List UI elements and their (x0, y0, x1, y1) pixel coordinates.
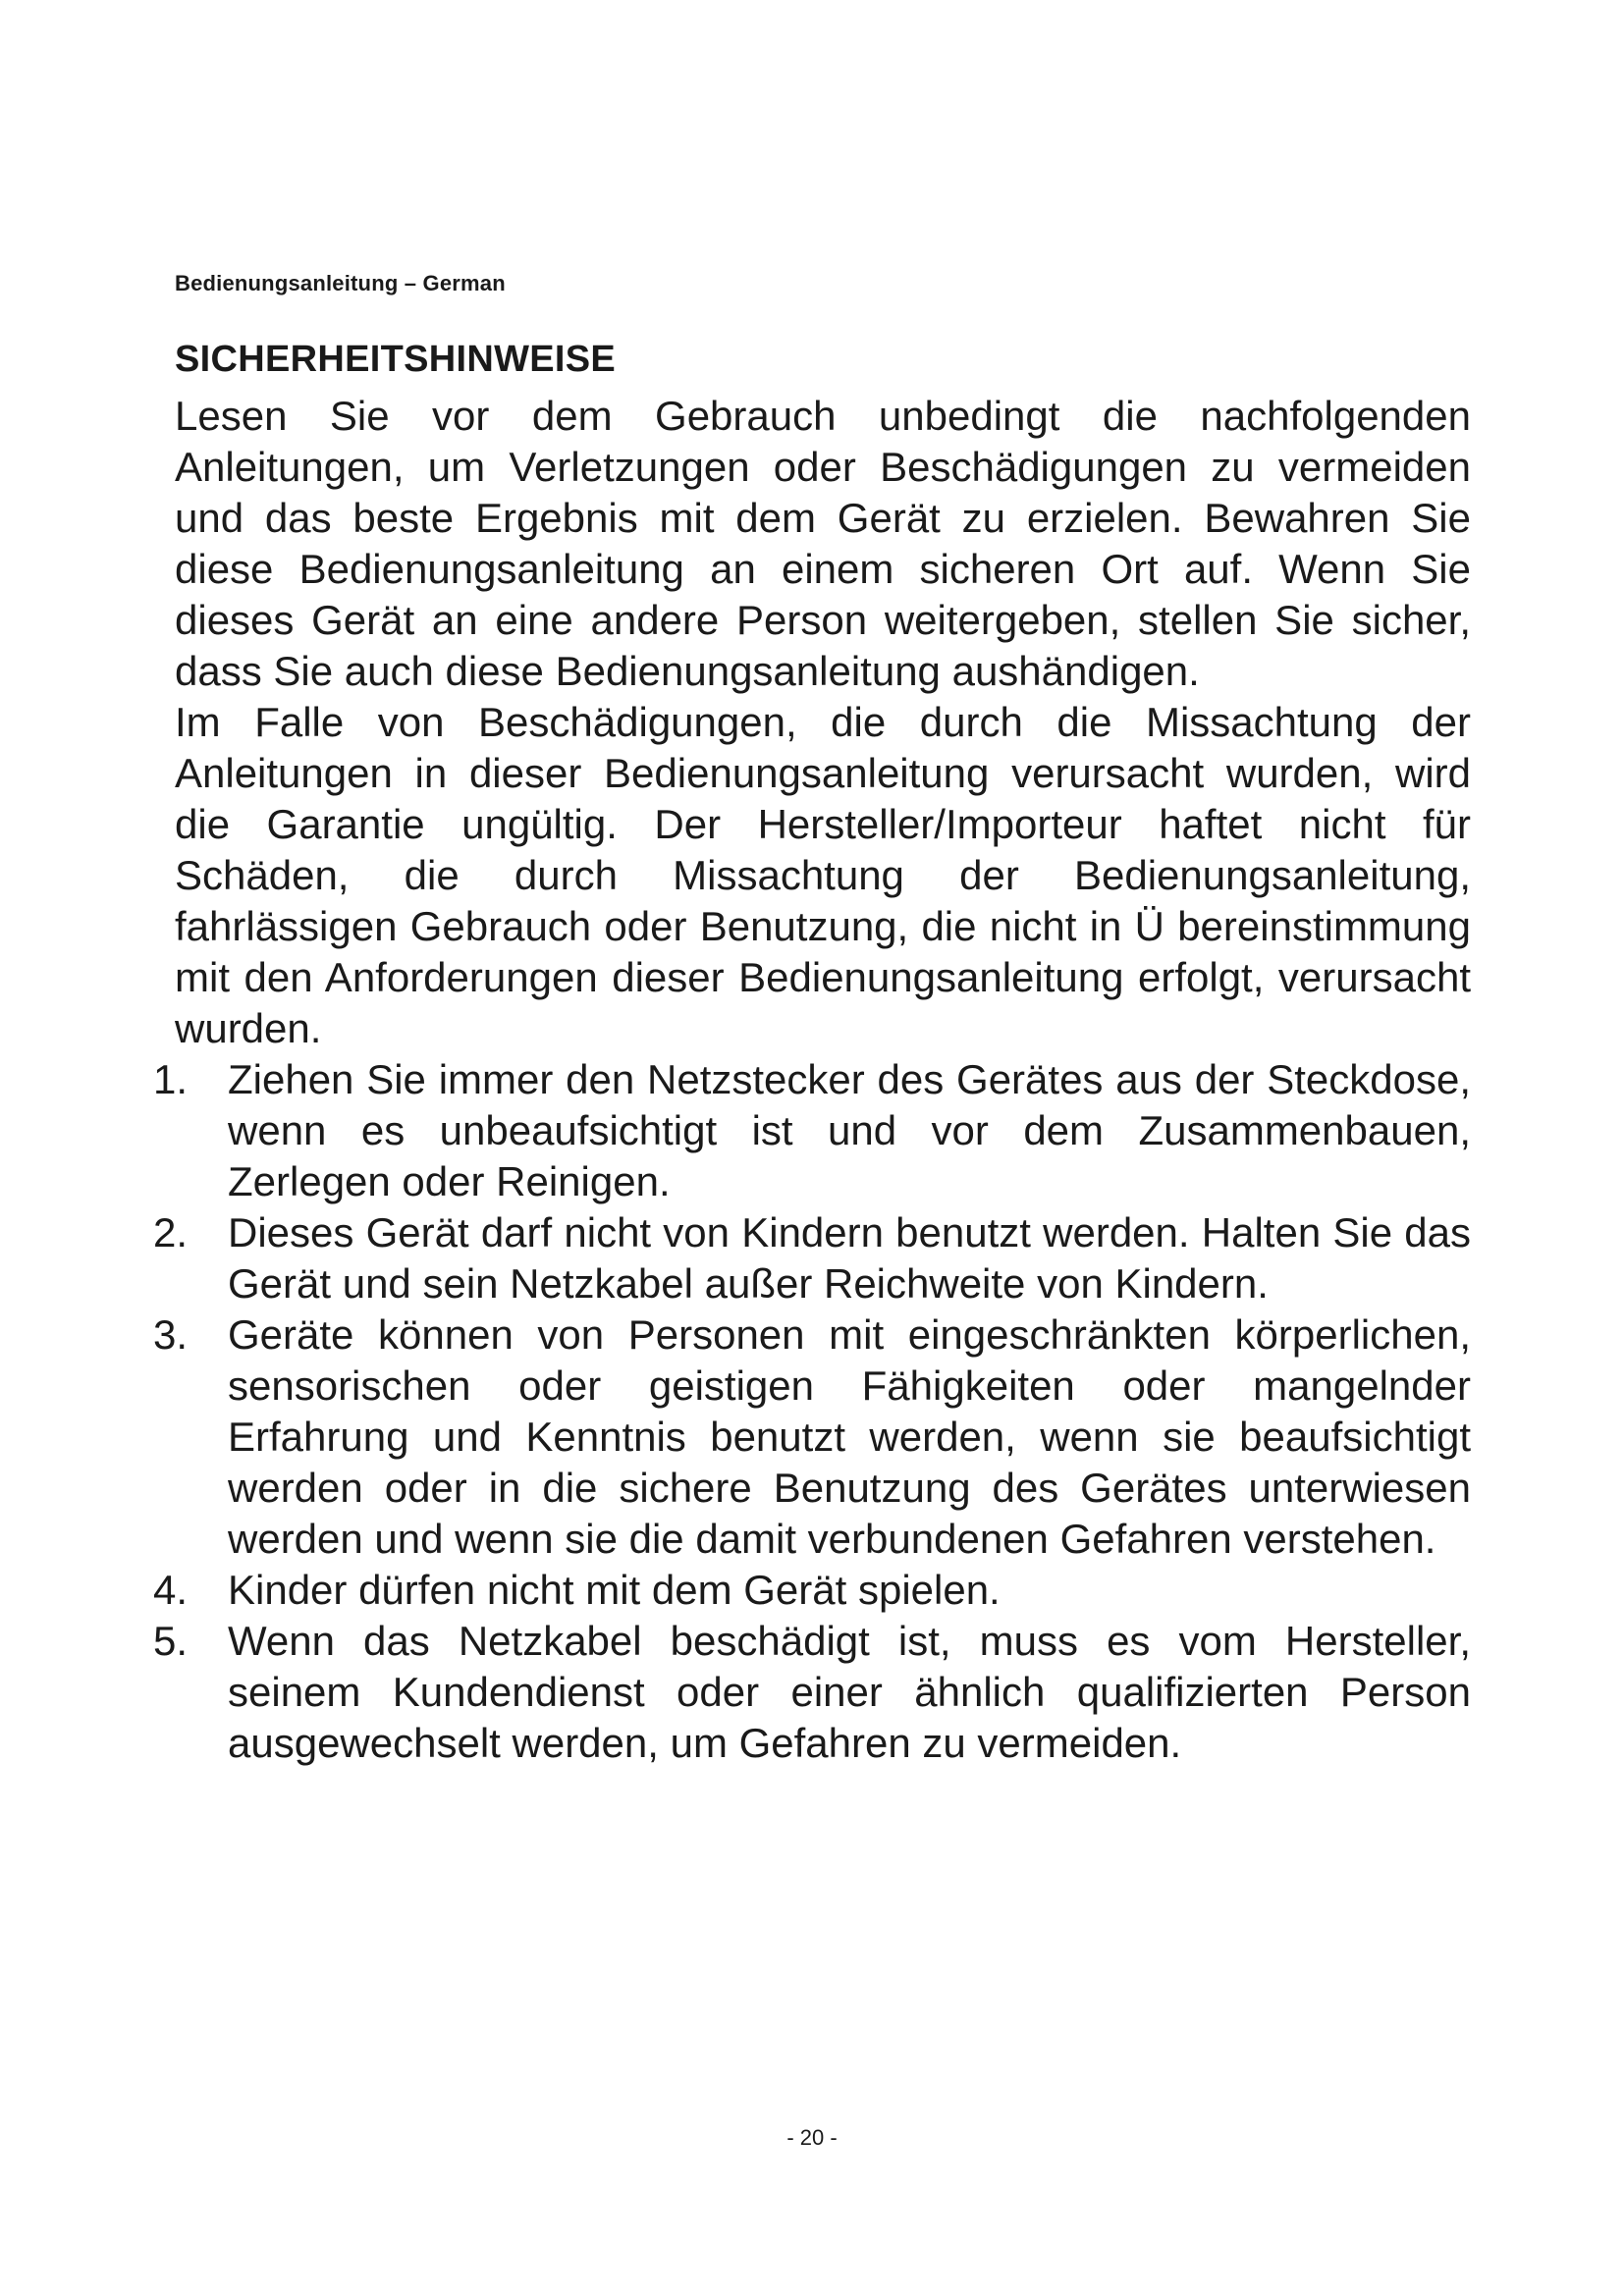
intro-paragraph: Lesen Sie vor dem Gebrauch unbedingt die nachfolgenden Anleitungen, um Verletzungen oder Beschädigungen zu vermeiden und das beste Ergebnis mit dem Gerät zu erzielen. Bewahren Sie diese Bedienungsanleitung an einem sicheren Ort auf. Wenn Sie dieses Gerät an eine andere Person weitergeben, stellen Sie sicher, dass Sie auch diese Bedienungsanleitung aushändigen. (175, 393, 1471, 694)
section-body (153, 391, 1471, 1769)
list-item-number: 4. (153, 1567, 189, 1613)
list-item-number: 1. (153, 1056, 189, 1102)
list-item-text: Ziehen Sie immer den Netzstecker des Gerätes aus der Steckdose, wenn es unbeaufsichtigt ist und vor dem Zusammenbauen, Zerlegen oder Reinigen. (228, 1056, 1471, 1204)
warranty-paragraph: Im Falle von Beschädigungen, die durch die Missachtung der Anleitungen in dieser Bedienungsanleitung verursacht wurden, wird die Garantie ungültig. Der Hersteller/Importeur haftet nicht für Schäden, die durch Missachtung der Bedienungsanleitung, fahrlässigen Gebrauch oder Benutzung, die nicht in Ü bereinstimmung mit den Anforderungen dieser Bedienungsanleitung erfolgt, verursacht wurden. (175, 699, 1471, 1051)
safety-instructions-list (153, 1054, 1471, 1769)
list-item-text: Dieses Gerät darf nicht von Kindern benutzt werden. Halten Sie das Gerät und sein Netzkabel außer Reichweite von Kindern. (228, 1209, 1471, 1307)
list-item (153, 1207, 1471, 1309)
section-title: SICHERHEITSHINWEISE (175, 339, 617, 380)
list-item-number: 5. (153, 1618, 189, 1664)
list-item (153, 1054, 1471, 1207)
list-item-text: Geräte können von Personen mit eingeschränkten körperlichen, sensorischen oder geistigen Fähigkeiten oder mangelnder Erfahrung und Kenntnis benutzt werden, wenn sie beaufsichtigt werden oder in die sichere Benutzung des Gerätes unterwiesen werden und wenn sie die damit verbundenen Gefahren verstehen. (228, 1311, 1471, 1562)
list-item-number: 2. (153, 1209, 189, 1255)
list-item-text: Wenn das Netzkabel beschädigt ist, muss es vom Hersteller, seinem Kundendienst oder einer ähnlich qualifizierten Person ausgewechselt werden, um Gefahren zu vermeiden. (228, 1618, 1471, 1766)
list-item-text: Kinder dürfen nicht mit dem Gerät spielen. (228, 1567, 1001, 1613)
list-item (153, 1616, 1471, 1769)
page-number: - 20 - (786, 2125, 838, 2150)
list-item (153, 1565, 1471, 1616)
list-item-number: 3. (153, 1311, 189, 1358)
list-item (153, 1309, 1471, 1565)
document-header-label: Bedienungsanleitung – German (175, 271, 506, 295)
